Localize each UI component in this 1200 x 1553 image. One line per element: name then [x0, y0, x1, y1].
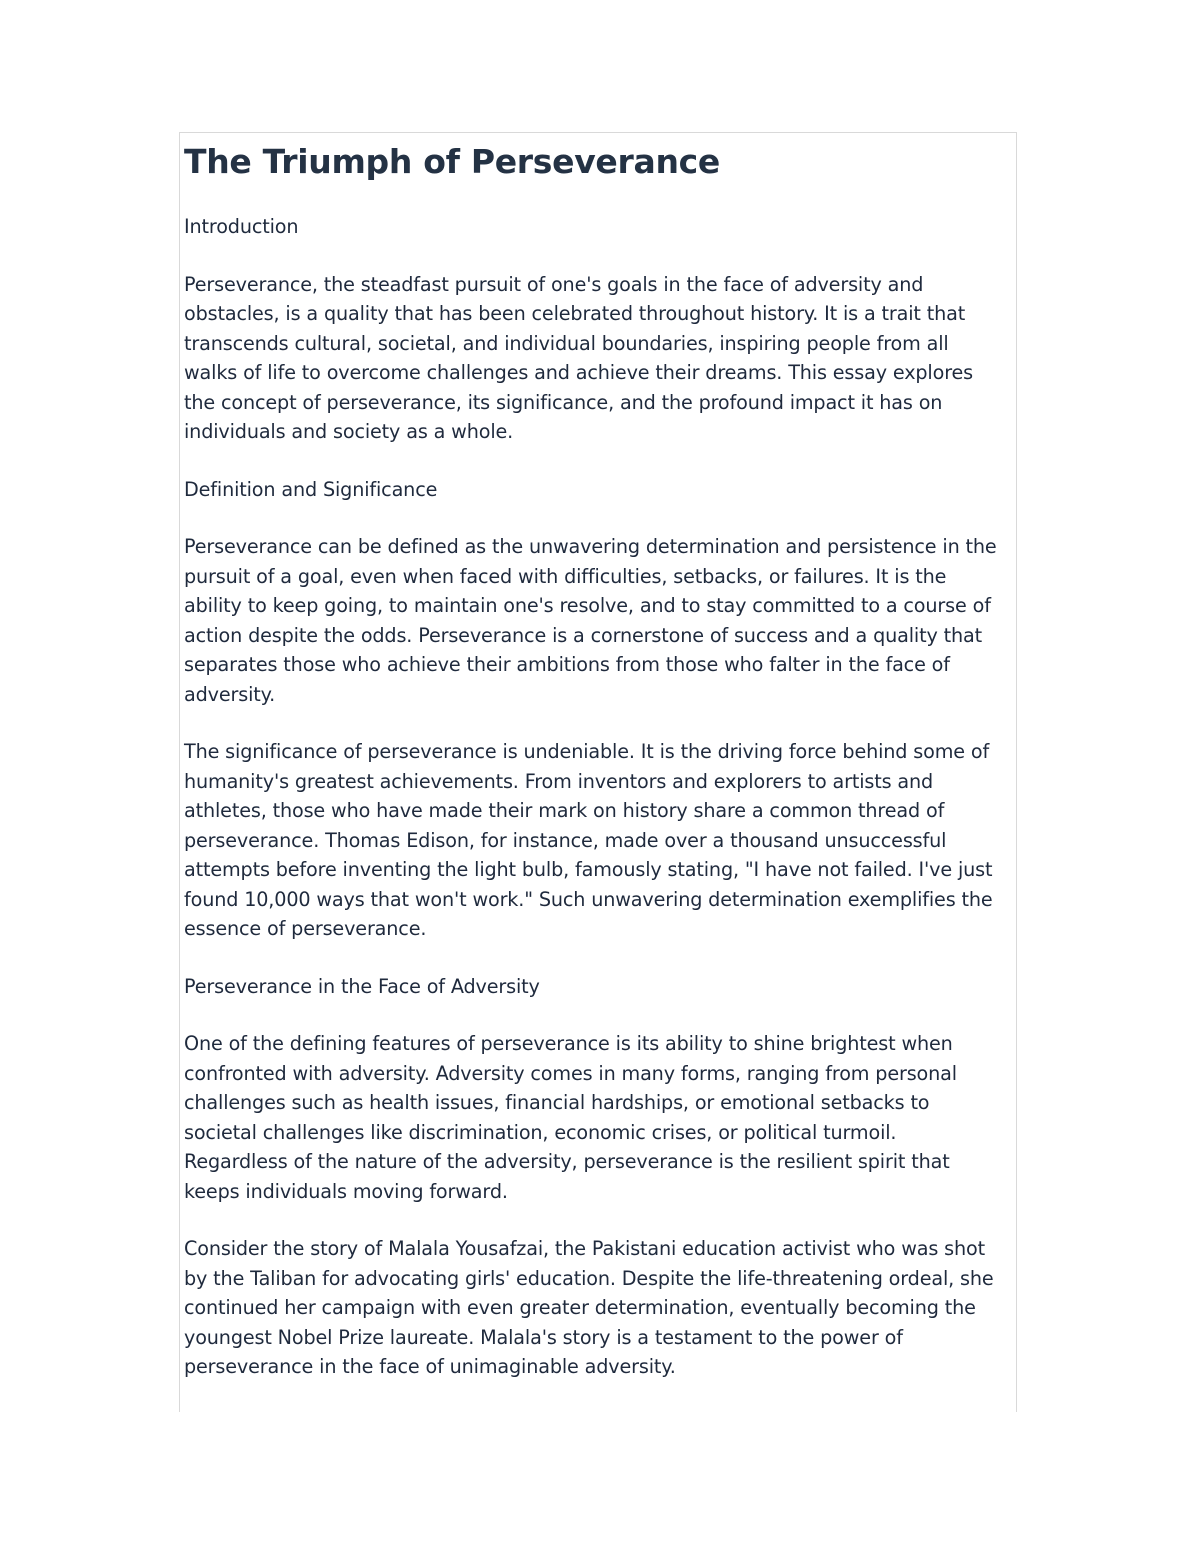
text-line: adversity. [184, 682, 276, 706]
paragraph-significance [184, 737, 1024, 944]
text-line: obstacles, is a quality that has been celebrated throughout history. It is a trait that [184, 302, 966, 325]
text-line: pursuit of a goal, even when faced with difficulties, setbacks, or failures. It is the [184, 564, 947, 588]
text-line: by the Taliban for advocating girls' education. Despite the life-threatening ordeal, she [184, 1266, 994, 1290]
text-line: continued her campaign with even greater determination, eventually becoming the [184, 1296, 976, 1319]
text-line: separates those who achieve their ambitions from those who falter in the face of [184, 653, 950, 676]
text-line: societal challenges like discrimination, economic crises, or political turmoil. [184, 1120, 897, 1144]
text-line: transcends cultural, societal, and individual boundaries, inspiring people from all [184, 331, 949, 355]
text-line: keeps individuals moving forward. [184, 1179, 508, 1203]
text-line: perseverance. Thomas Edison, for instance, made over a thousand unsuccessful [184, 828, 947, 852]
text-line: ability to keep going, to maintain one's resolve, and to stay committed to a course of [184, 594, 991, 617]
text-line: individuals and society as a whole. [184, 420, 514, 443]
text-line: challenges such as health issues, financial hardships, or emotional setbacks to [184, 1091, 930, 1114]
text-line: the concept of perseverance, its significance, and the profound impact it has on [184, 390, 943, 414]
text-line: perseverance in the face of unimaginable adversity. [184, 1355, 676, 1378]
text-line: youngest Nobel Prize laureate. Malala's story is a testament to the power of [184, 1325, 903, 1349]
paragraph-definition [184, 532, 1024, 709]
text-line: Perseverance can be defined as the unwavering determination and persistence in the [184, 535, 997, 558]
text-line: confronted with adversity. Adversity comes in many forms, ranging from personal [184, 1061, 957, 1085]
text-line: humanity's greatest achievements. From inventors and explorers to artists and [184, 769, 934, 793]
paragraph-adversity [184, 1029, 1024, 1206]
section-heading-adversity: Perseverance in the Face of Adversity [184, 974, 540, 998]
text-line: attempts before inventing the light bulb, famously stating, "I have not failed. I've just [184, 858, 993, 881]
section-heading-introduction: Introduction [184, 215, 299, 238]
document-body [184, 140, 1024, 1382]
text-line: Regardless of the nature of the adversity, perseverance is the resilient spirit that [184, 1150, 950, 1173]
paragraph-introduction [184, 270, 1024, 447]
text-line: essence of perseverance. [184, 917, 427, 940]
text-line: athletes, those who have made their mark on history share a common thread of [184, 799, 945, 822]
text-line: Perseverance, the steadfast pursuit of one's goals in the face of adversity and [184, 272, 924, 296]
paragraph-malala [184, 1234, 1024, 1382]
section-heading-definition: Definition and Significance [184, 477, 438, 501]
text-line: action despite the odds. Perseverance is a cornerstone of success and a quality that [184, 623, 982, 647]
text-line: Consider the story of Malala Yousafzai, the Pakistani education activist who was shot [184, 1237, 985, 1260]
text-line: found 10,000 ways that won't work." Such unwavering determination exemplifies the [184, 887, 993, 911]
text-line: walks of life to overcome challenges and achieve their dreams. This essay explores [184, 361, 974, 384]
document-title: The Triumph of Perseverance [184, 142, 720, 181]
text-line: One of the defining features of perseverance is its ability to shine brightest when [184, 1032, 953, 1055]
text-line: The significance of perseverance is undeniable. It is the driving force behind some of [184, 740, 990, 763]
